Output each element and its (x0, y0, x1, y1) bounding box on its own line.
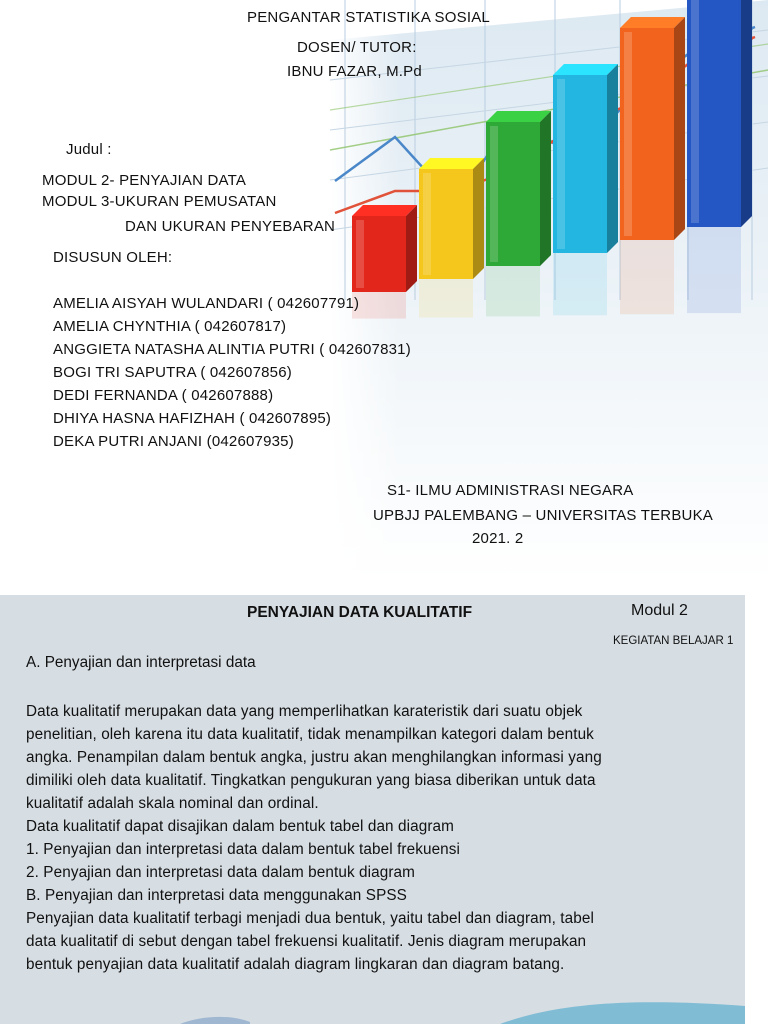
institution: UPBJJ PALEMBANG – UNIVERSITAS TERBUKA (373, 507, 713, 524)
paragraph-line: kualitatif adalah skala nominal dan ordinal. (26, 795, 319, 812)
lecturer-name: IBNU FAZAR, M.Pd (287, 63, 422, 80)
author-item: DEKA PUTRI ANJANI (042607935) (53, 433, 294, 450)
section-a-heading: A. Penyajian dan interpretasi data (26, 654, 256, 671)
author-item: BOGI TRI SAPUTRA ( 042607856) (53, 364, 292, 381)
paragraph-line: bentuk penyajian data kualitatif adalah diagram lingkaran dan diagram batang. (26, 956, 565, 973)
author-item: AMELIA CHYNTHIA ( 042607817) (53, 318, 287, 335)
title-label: Judul : (66, 141, 112, 158)
paragraph-line: penelitian, oleh karena itu data kualitatif, tidak menampilkan kategori dalam bentuk (26, 726, 594, 743)
lecturer-label: DOSEN/ TUTOR: (297, 39, 417, 56)
content-slide (0, 595, 745, 1024)
course-title: PENGANTAR STATISTIKA SOSIAL (247, 9, 490, 26)
paragraph-line: Penyajian data kualitatif terbagi menjadi dua bentuk, yaitu tabel dan diagram, tabel (26, 910, 594, 927)
paragraph-line: data kualitatif di sebut dengan tabel frekuensi kualitatif. Jenis diagram merupakan (26, 933, 587, 950)
paragraph-line: dimiliki oleh data kualitatif. Tingkatkan pengukuran yang biasa diberikan untuk data (26, 772, 596, 789)
paragraph-line: Data kualitatif merupakan data yang memperlihatkan karateristik dari suatu objek (26, 703, 583, 720)
paragraph-line: Data kualitatif dapat disajikan dalam bentuk tabel dan diagram (26, 818, 454, 835)
paragraph-line: angka. Penampilan dalam bentuk angka, justru akan menghilangkan informasi yang (26, 749, 602, 766)
section-b-heading: B. Penyajian dan interpretasi data menggunakan SPSS (26, 887, 407, 904)
slide-title: PENYAJIAN DATA KUALITATIF (247, 604, 473, 621)
module-3-title-cont: DAN UKURAN PENYEBARAN (125, 218, 336, 235)
module-label: Modul 2 (631, 602, 688, 619)
bottom-wave-decoration (0, 984, 745, 1024)
module-3-title: MODUL 3-UKURAN PEMUSATAN (42, 193, 277, 210)
author-item: AMELIA AISYAH WULANDARI ( 042607791) (53, 295, 360, 312)
academic-year: 2021. 2 (472, 530, 524, 547)
list-item: 1. Penyajian dan interpretasi data dalam bentuk tabel frekuensi (26, 841, 461, 858)
compiled-by-label: DISUSUN OLEH: (53, 249, 173, 266)
module-2-title: MODUL 2- PENYAJIAN DATA (42, 172, 247, 189)
activity-label: KEGIATAN BELAJAR 1 (613, 635, 734, 647)
author-item: ANGGIETA NATASHA ALINTIA PUTRI ( 042607831) (53, 341, 411, 358)
list-item: 2. Penyajian dan interpretasi data dalam bentuk diagram (26, 864, 416, 881)
author-item: DHIYA HASNA HAFIZHAH ( 042607895) (53, 410, 332, 427)
study-program: S1- ILMU ADMINISTRASI NEGARA (387, 482, 634, 499)
author-item: DEDI FERNANDA ( 042607888) (53, 387, 274, 404)
